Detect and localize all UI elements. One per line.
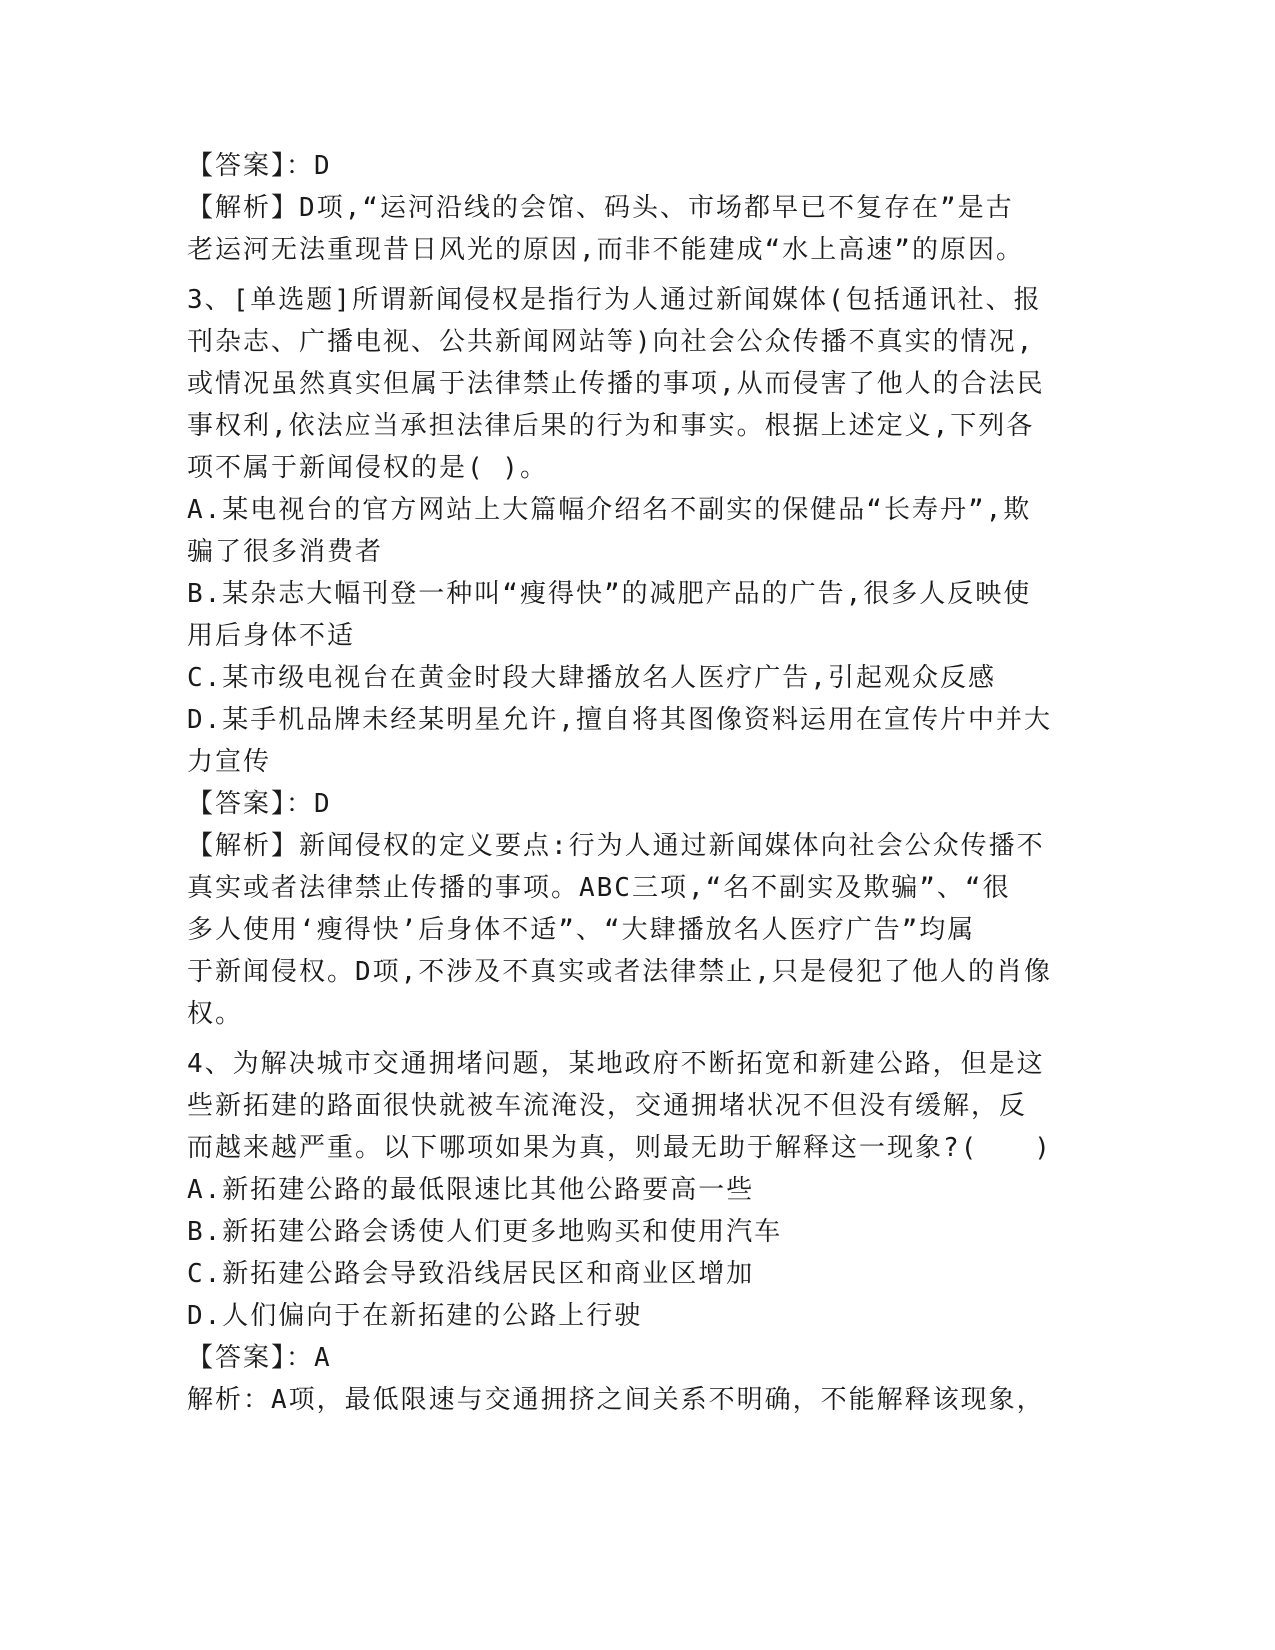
question-stem-line: 3、[单选题]所谓新闻侵权是指行为人通过新闻媒体(包括通讯社、报 — [187, 285, 1042, 315]
option-b-line: B.某杂志大幅刊登一种叫“瘦得快”的减肥产品的广告,很多人反映使 — [187, 579, 1032, 609]
option-b-line: 用后身体不适 — [187, 621, 356, 651]
question-stem-line: 些新拓建的路面很快就被车流淹没，交通拥堵状况不但没有缓解，反 — [187, 1091, 1028, 1121]
answer-line: 【答案】：A — [187, 1343, 332, 1373]
option-d-line: D.人们偏向于在新拓建的公路上行驶 — [187, 1301, 643, 1331]
explanation-line: 【解析】新闻侵权的定义要点:行为人通过新闻媒体向社会公众传播不 — [187, 831, 1045, 861]
answer-block-q2 — [187, 145, 1087, 271]
explanation-line: 真实或者法律禁止传播的事项。ABC三项,“名不副实及欺骗”、“很 — [187, 873, 1011, 903]
explanation-line: 多人使用‘瘦得快’后身体不适”、“大肆播放名人医疗广告”均属 — [187, 915, 976, 945]
answer-line: 【答案】：D — [187, 151, 332, 181]
question-stem-line: 事权利,依法应当承担法律后果的行为和事实。根据上述定义,下列各 — [187, 411, 1035, 441]
option-a-line: A.某电视台的官方网站上大篇幅介绍名不副实的保健品“长寿丹”,欺 — [187, 495, 1032, 525]
option-a-line: A.新拓建公路的最低限速比其他公路要高一些 — [187, 1175, 755, 1205]
explanation-line: 权。 — [187, 999, 244, 1029]
explanation-line: 解析：A项，最低限速与交通拥挤之间关系不明确，不能解释该现象， — [187, 1385, 1045, 1415]
explanation-line: 老运河无法重现昔日风光的原因,而非不能建成“水上高速”的原因。 — [187, 235, 1024, 265]
question-stem-line: 或情况虽然真实但属于法律禁止传播的事项,从而侵害了他人的合法民 — [187, 369, 1045, 399]
option-c-line: C.新拓建公路会导致沿线居民区和商业区增加 — [187, 1259, 755, 1289]
option-a-line: 骗了很多消费者 — [187, 537, 384, 567]
option-d-line: 力宣传 — [187, 747, 272, 777]
question-stem-line: 4、为解决城市交通拥堵问题，某地政府不断拓宽和新建公路，但是这 — [187, 1049, 1045, 1079]
option-c-line: C.某市级电视台在黄金时段大肆播放名人医疗广告,引起观众反感 — [187, 663, 996, 693]
explanation-line: 【解析】D项,“运河沿线的会馆、码头、市场都早已不复存在”是古 — [187, 193, 1014, 223]
explanation-line: 于新闻侵权。D项,不涉及不真实或者法律禁止,只是侵犯了他人的肖像 — [187, 957, 1052, 987]
document-page — [187, 145, 1087, 1429]
question-3 — [187, 279, 1087, 1035]
option-d-line: D.某手机品牌未经某明星允许,擅自将其图像资料运用在宣传片中并大 — [187, 705, 1052, 735]
question-stem-line: 刊杂志、广播电视、公共新闻网站等)向社会公众传播不真实的情况, — [187, 327, 1035, 357]
question-4 — [187, 1043, 1087, 1421]
question-stem-line: 项不属于新闻侵权的是( )。 — [187, 453, 548, 483]
question-stem-line: 而越来越严重。以下哪项如果为真，则最无助于解释这一现象?( ) — [187, 1133, 1052, 1163]
answer-line: 【答案】：D — [187, 789, 332, 819]
option-b-line: B.新拓建公路会诱使人们更多地购买和使用汽车 — [187, 1217, 783, 1247]
